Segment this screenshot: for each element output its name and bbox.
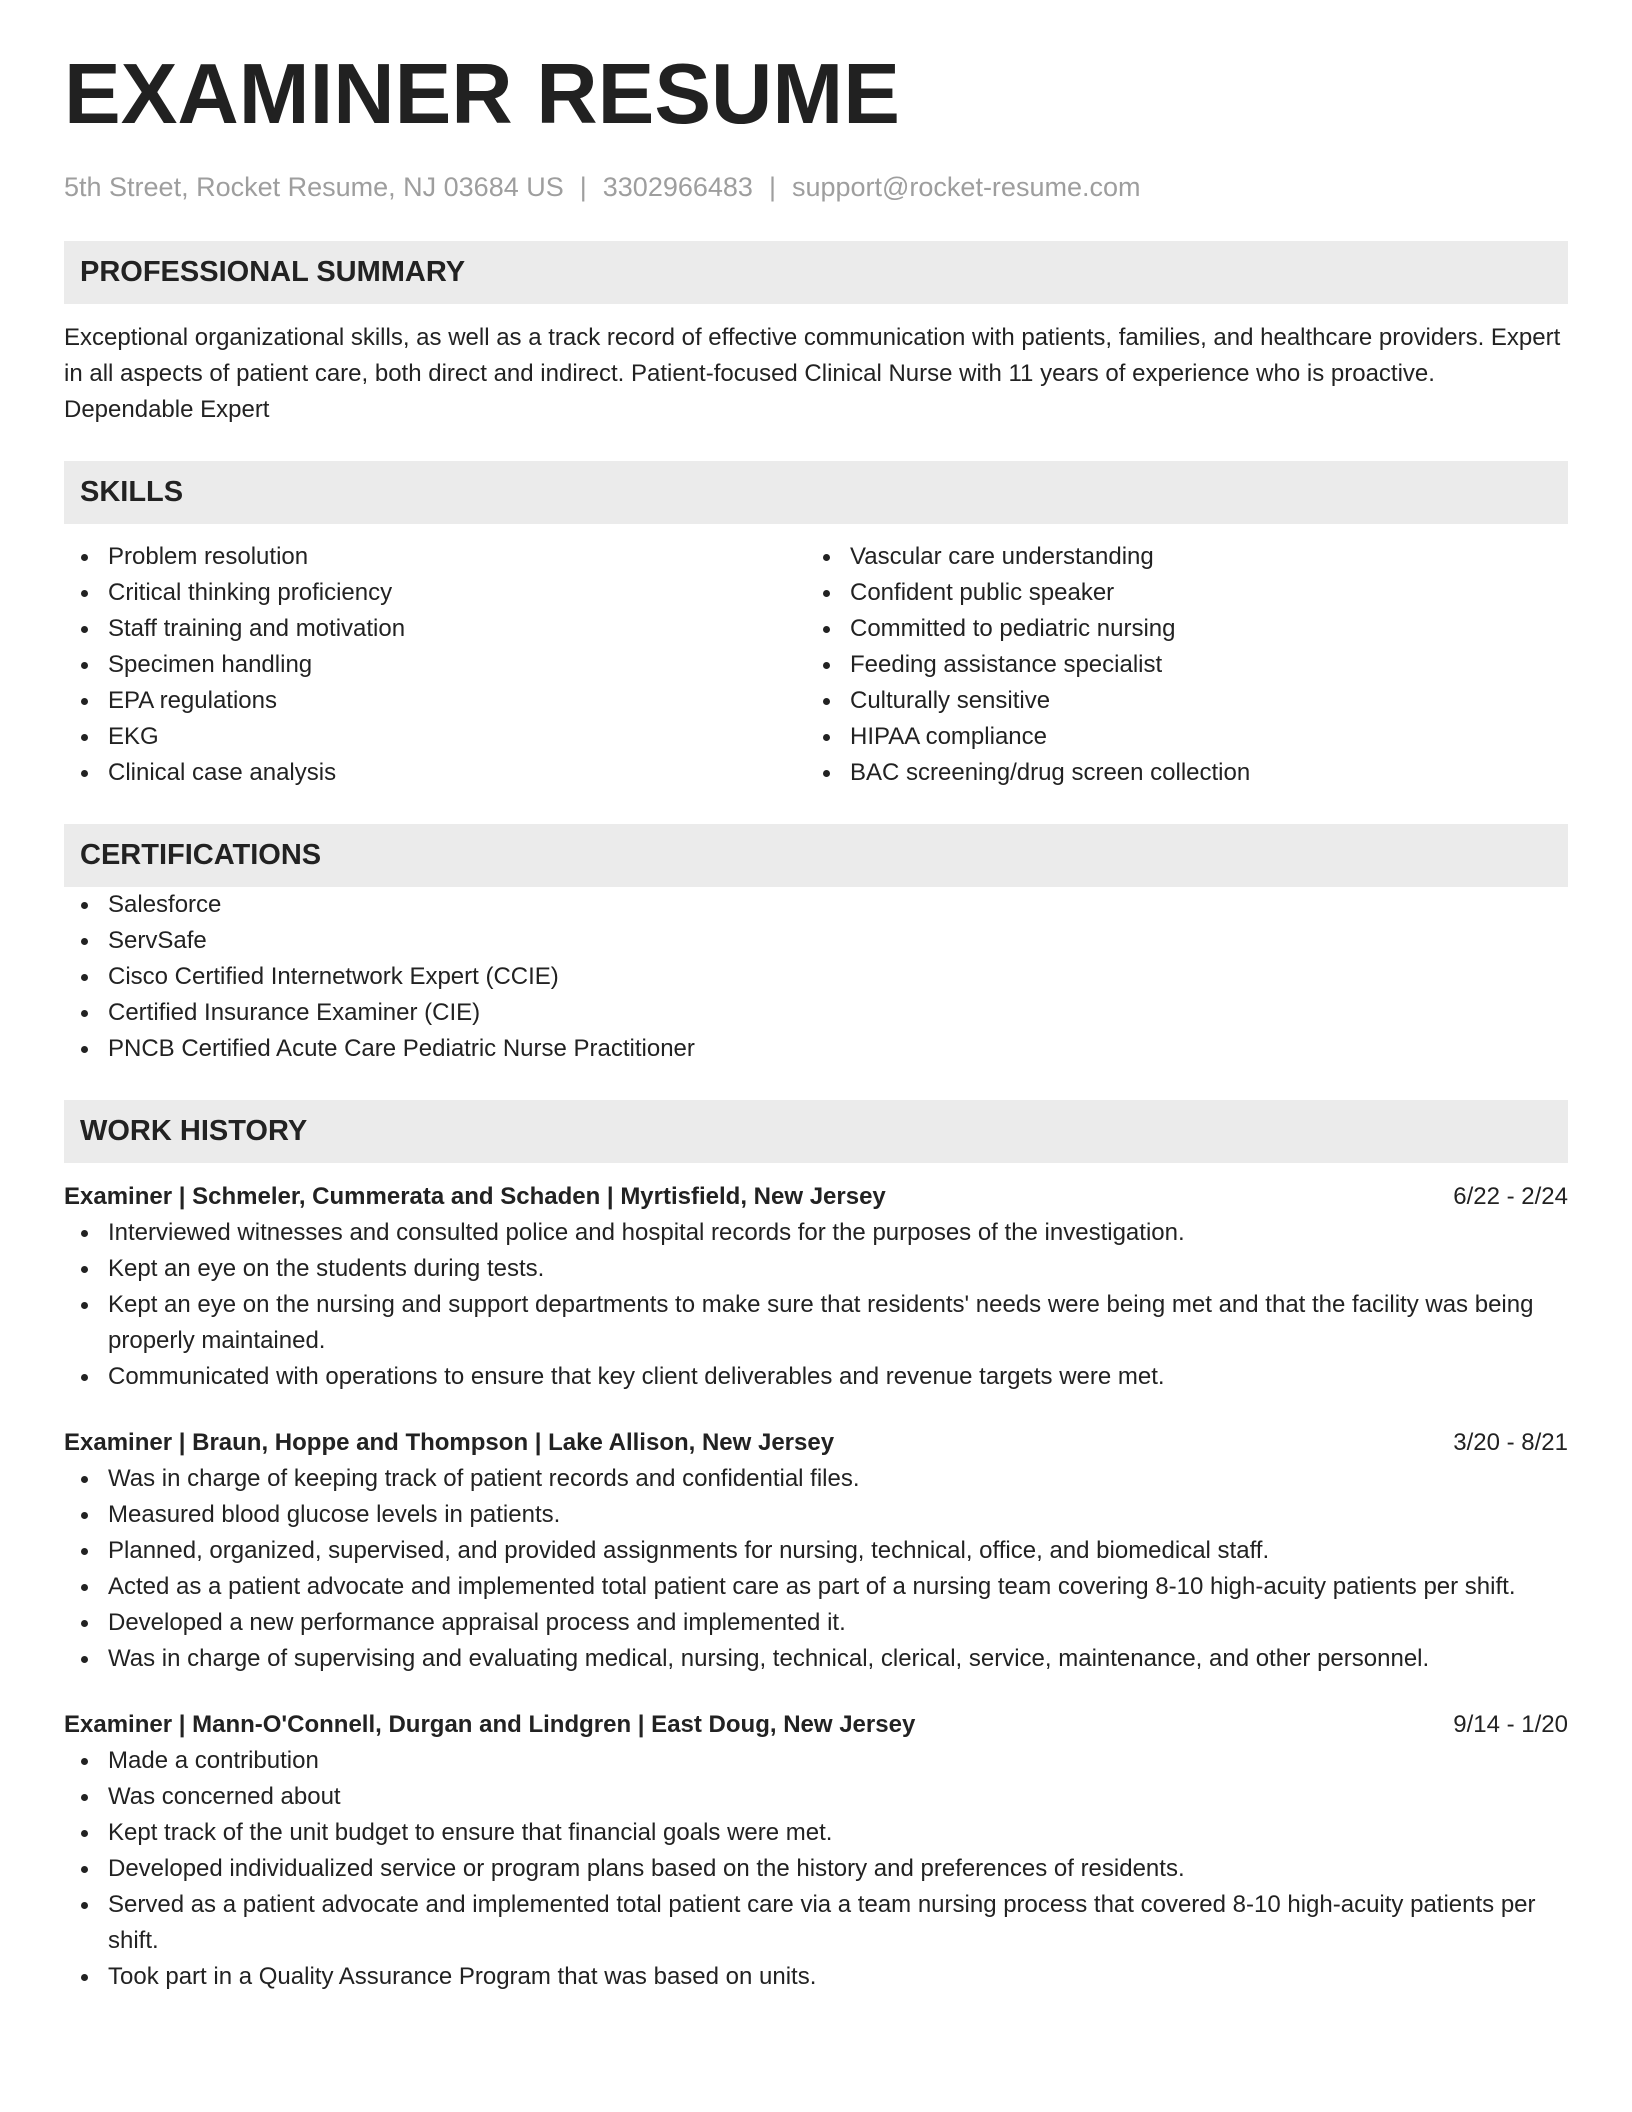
job-bullet: Planned, organized, supervised, and provided assignments for nursing, technical, office, and biomedical staff. — [64, 1533, 1568, 1569]
certifications-list — [64, 887, 1568, 1067]
job-bullet-list — [64, 1461, 1568, 1677]
job-dates: 6/22 - 2/24 — [1453, 1183, 1568, 1210]
job-bullet: Kept an eye on the students during tests. — [64, 1251, 1568, 1287]
section-header-certifications: CERTIFICATIONS — [64, 824, 1568, 887]
skill-item: Staff training and motivation — [64, 611, 806, 647]
section-header-skills: SKILLS — [64, 461, 1568, 524]
contact-phone: 3302966483 — [602, 172, 753, 202]
job-bullet: Interviewed witnesses and consulted police and hospital records for the purposes of the investigation. — [64, 1215, 1568, 1251]
job-entry — [64, 1707, 1568, 1995]
skill-item: Feeding assistance specialist — [806, 647, 1548, 683]
skills-columns — [64, 539, 1568, 791]
skill-item: Specimen handling — [64, 647, 806, 683]
job-header — [64, 1425, 1568, 1461]
contact-line — [64, 168, 1568, 206]
skill-item: HIPAA compliance — [806, 719, 1548, 755]
skill-item: Problem resolution — [64, 539, 806, 575]
job-bullet: Was in charge of keeping track of patient records and confidential files. — [64, 1461, 1568, 1497]
job-bullet: Served as a patient advocate and implemented total patient care via a team nursing process that covered 8-10 high-acuity patients per shift. — [64, 1887, 1568, 1959]
job-bullet: Kept track of the unit budget to ensure that financial goals were met. — [64, 1815, 1568, 1851]
skill-item: Culturally sensitive — [806, 683, 1548, 719]
section-header-work-history: WORK HISTORY — [64, 1100, 1568, 1163]
job-dates: 9/14 - 1/20 — [1453, 1711, 1568, 1738]
job-bullet: Was in charge of supervising and evaluating medical, nursing, technical, clerical, service, maintenance, and other personnel. — [64, 1641, 1568, 1677]
skill-item: Clinical case analysis — [64, 755, 806, 791]
contact-separator: | — [768, 172, 776, 202]
section-header-summary: PROFESSIONAL SUMMARY — [64, 241, 1568, 304]
job-header — [64, 1179, 1568, 1215]
job-dates: 3/20 - 8/21 — [1453, 1429, 1568, 1456]
contact-address: 5th Street, Rocket Resume, NJ 03684 US — [64, 172, 564, 202]
skills-list-left — [64, 539, 806, 791]
skills-list-right — [806, 539, 1548, 791]
job-title: Examiner | Schmeler, Cummerata and Schaden | Myrtisfield, New Jersey — [64, 1183, 886, 1210]
certification-item: Certified Insurance Examiner (CIE) — [64, 995, 1568, 1031]
skill-item: Critical thinking proficiency — [64, 575, 806, 611]
job-header — [64, 1707, 1568, 1743]
job-entry — [64, 1179, 1568, 1395]
job-title: Examiner | Mann-O'Connell, Durgan and Lindgren | East Doug, New Jersey — [64, 1711, 916, 1738]
resume-title: EXAMINER RESUME — [64, 47, 900, 142]
certification-item: Cisco Certified Internetwork Expert (CCIE) — [64, 959, 1568, 995]
job-bullet: Developed a new performance appraisal process and implemented it. — [64, 1605, 1568, 1641]
skills-column-left — [64, 539, 806, 791]
skills-column-right — [806, 539, 1548, 791]
certification-item: PNCB Certified Acute Care Pediatric Nurse Practitioner — [64, 1031, 1568, 1067]
skill-item: EPA regulations — [64, 683, 806, 719]
job-bullet: Was concerned about — [64, 1779, 1568, 1815]
contact-separator: | — [579, 172, 587, 202]
job-bullet: Acted as a patient advocate and implemented total patient care as part of a nursing team covering 8-10 high-acuity patients per shift. — [64, 1569, 1568, 1605]
resume-page — [64, 47, 1568, 1995]
skill-item: BAC screening/drug screen collection — [806, 755, 1548, 791]
summary-text: Exceptional organizational skills, as well as a track record of effective communication with patients, families, and healthcare providers. Expert in all aspects of patient care, both direct and indirect. Patient-focused Clinical Nurse with 11 years of experience who is proactive. Dependable Expert — [64, 324, 1561, 423]
skill-item: Vascular care understanding — [806, 539, 1548, 575]
job-bullet: Kept an eye on the nursing and support departments to make sure that residents' needs were being met and that the facility was being properly maintained. — [64, 1287, 1568, 1359]
skill-item: Committed to pediatric nursing — [806, 611, 1548, 647]
job-bullet: Made a contribution — [64, 1743, 1568, 1779]
job-title: Examiner | Braun, Hoppe and Thompson | Lake Allison, New Jersey — [64, 1429, 835, 1456]
job-bullet: Communicated with operations to ensure that key client deliverables and revenue targets were met. — [64, 1359, 1568, 1395]
job-bullet: Took part in a Quality Assurance Program that was based on units. — [64, 1959, 1568, 1995]
skill-item: EKG — [64, 719, 806, 755]
job-bullet-list — [64, 1215, 1568, 1395]
certification-item: ServSafe — [64, 923, 1568, 959]
job-bullet: Measured blood glucose levels in patients. — [64, 1497, 1568, 1533]
contact-email[interactable]: support@rocket-resume.com — [791, 172, 1141, 202]
certification-item: Salesforce — [64, 887, 1568, 923]
job-bullet-list — [64, 1743, 1568, 1995]
job-entry — [64, 1425, 1568, 1677]
skill-item: Confident public speaker — [806, 575, 1548, 611]
job-bullet: Developed individualized service or program plans based on the history and preferences of residents. — [64, 1851, 1568, 1887]
